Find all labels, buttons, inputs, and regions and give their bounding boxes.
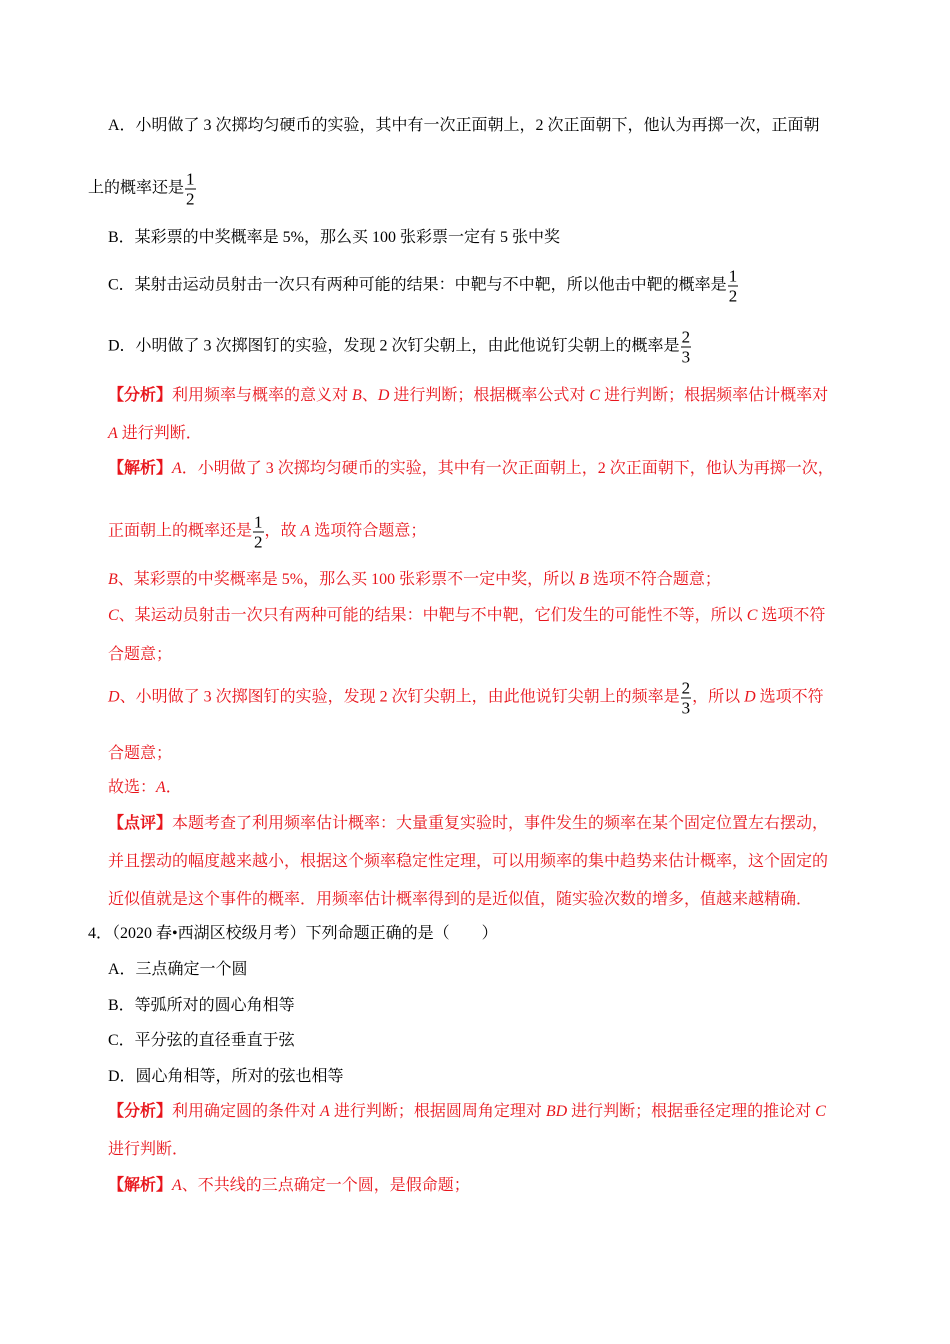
text-line — [108, 459, 834, 479]
text-segment: 进行判断；根据频率估计概率对 — [600, 387, 829, 404]
fraction-denominator: 2 — [186, 189, 195, 209]
math-variable: C — [815, 1103, 826, 1120]
text-line — [108, 645, 172, 665]
text-line — [108, 386, 828, 406]
math-variable: C — [746, 607, 758, 624]
text-line — [108, 1140, 188, 1160]
text-line — [108, 890, 812, 910]
section-label: 【分析】 — [108, 387, 173, 404]
text-segment: 选项不符 — [757, 607, 826, 624]
fraction — [681, 328, 692, 367]
text-segment: 利用频率与概率的意义对 — [172, 387, 353, 404]
text-line — [108, 116, 820, 136]
math-variable: D — [108, 688, 120, 706]
math-variable: A — [300, 522, 311, 540]
fraction-numerator: 1 — [186, 169, 195, 189]
text-line — [108, 679, 824, 718]
text-segment: A．三点确定一个圆 — [108, 961, 248, 978]
text-segment: ，所以 — [692, 688, 745, 706]
math-variable: A — [108, 425, 118, 442]
text-line — [108, 852, 828, 872]
text-line — [108, 744, 172, 764]
text-line — [88, 924, 498, 944]
text-segment: B．某彩票的中奖概率是 5%，那么买 100 张彩票一定有 5 张中奖 — [108, 229, 561, 246]
text-line — [108, 513, 426, 552]
fraction — [253, 513, 264, 552]
text-line — [108, 960, 248, 980]
text-segment: ． — [165, 779, 182, 796]
fraction-denominator: 3 — [681, 347, 691, 367]
fraction-numerator: 2 — [681, 327, 691, 347]
fraction-denominator: 2 — [254, 532, 263, 552]
text-segment: 、 — [361, 387, 378, 404]
section-label: 【点评】 — [108, 815, 173, 832]
text-segment: C．某射击运动员射击一次只有两种可能的结果：中靶与不中靶，所以他击中靶的概率是 — [108, 276, 727, 294]
text-segment: 、某运动员射击一次只有两种可能的结果：中靶与不中靶，它们发生的可能性不等，所以 — [118, 607, 747, 624]
text-line — [108, 328, 692, 367]
text-segment: 合题意； — [108, 646, 173, 663]
text-segment: B．等弧所对的圆心角相等 — [108, 997, 295, 1014]
text-segment: 进行判断；根据圆周角定理对 — [329, 1103, 546, 1120]
fraction — [728, 267, 739, 306]
math-variable: BD — [545, 1103, 568, 1120]
fraction-denominator: 2 — [728, 286, 738, 306]
fraction-numerator: 1 — [728, 266, 738, 286]
text-segment: 本题考查了利用频率估计概率：大量重复实验时，事件发生的频率在某个固定位置左右摆动， — [172, 815, 829, 832]
text-segment: ，故 — [264, 522, 301, 540]
text-segment: D．小明做了 3 次掷图钉的实验，发现 2 次钉尖朝上，由此他说钉尖朝上的概率是 — [108, 337, 680, 355]
text-segment: D．圆心角相等，所对的弦也相等 — [108, 1068, 344, 1085]
text-segment: A．小明做了 3 次掷均匀硬币的实验，其中有一次正面朝上，2 次正面朝下，他认为再掷一次，正面朝 — [108, 117, 820, 134]
text-line — [108, 606, 825, 626]
text-segment: 正面朝上的概率还是 — [108, 522, 253, 540]
text-segment: 、不共线的三点确定一个圆，是假命题； — [181, 1177, 470, 1194]
math-variable: C — [108, 607, 119, 624]
math-variable: B — [108, 571, 118, 588]
section-label: 【解析】 — [108, 460, 173, 477]
text-segment: 并且摆动的幅度越来越小，根据这个频率稳定性定理，可以用频率的集中趋势来估计概率，这个固定的 — [108, 853, 829, 870]
math-variable: B — [579, 571, 589, 588]
fraction — [185, 170, 196, 209]
text-line — [108, 228, 560, 248]
fraction — [681, 679, 692, 718]
text-line — [108, 1031, 295, 1051]
fraction-denominator: 3 — [681, 698, 691, 718]
text-line — [108, 996, 295, 1016]
text-segment: 合题意； — [108, 745, 173, 762]
fraction-numerator: 1 — [254, 512, 263, 532]
math-variable: D — [377, 387, 390, 404]
text-segment: 选项不符合题意； — [588, 571, 721, 588]
math-variable: A — [320, 1103, 330, 1120]
math-variable: A — [172, 1177, 182, 1194]
text-line — [108, 1102, 826, 1122]
text-segment: 进行判断． — [117, 425, 202, 442]
section-label: 【分析】 — [108, 1103, 173, 1120]
text-segment: 近似值就是这个事件的概率．用频率估计概率得到的是近似值，随实验次数的增多，值越来越精确． — [108, 891, 813, 908]
math-variable: A — [172, 460, 182, 477]
text-segment: 选项符合题意； — [310, 522, 427, 540]
math-variable: D — [744, 688, 756, 706]
text-segment: 选项不符 — [755, 688, 824, 706]
text-line — [108, 424, 202, 444]
text-line — [108, 778, 182, 798]
math-variable: C — [589, 387, 601, 404]
text-line — [108, 1176, 470, 1196]
text-line — [108, 570, 721, 590]
text-segment: 故选： — [108, 779, 157, 796]
math-variable: A — [156, 779, 166, 796]
text-segment: 利用确定圆的条件对 — [172, 1103, 321, 1120]
text-segment: C．平分弦的直径垂直于弦 — [108, 1032, 295, 1049]
text-segment: 上的概率还是 — [88, 179, 185, 197]
text-line — [108, 1067, 344, 1087]
section-label: 【解析】 — [108, 1177, 173, 1194]
fraction-numerator: 2 — [681, 678, 691, 698]
text-segment: 进行判断；根据垂径定理的推论对 — [567, 1103, 816, 1120]
math-variable: B — [352, 387, 362, 404]
text-line — [108, 814, 828, 834]
text-segment: 、某彩票的中奖概率是 5%，那么买 100 张彩票不一定中奖，所以 — [117, 571, 580, 588]
text-segment: 进行判断；根据概率公式对 — [389, 387, 590, 404]
text-segment: 、小明做了 3 次掷图钉的实验，发现 2 次钉尖朝上，由此他说钉尖朝上的频率是 — [119, 688, 680, 706]
text-segment: 进行判断． — [108, 1141, 189, 1158]
text-line — [108, 267, 739, 306]
text-segment: 4．（2020 春•西湖区校级月考）下列命题正确的是（ ） — [88, 925, 498, 942]
text-segment: ．小明做了 3 次掷均匀硬币的实验，其中有一次正面朝上，2 次正面朝下，他认为再掷一次， — [181, 460, 834, 477]
text-line — [88, 170, 197, 209]
